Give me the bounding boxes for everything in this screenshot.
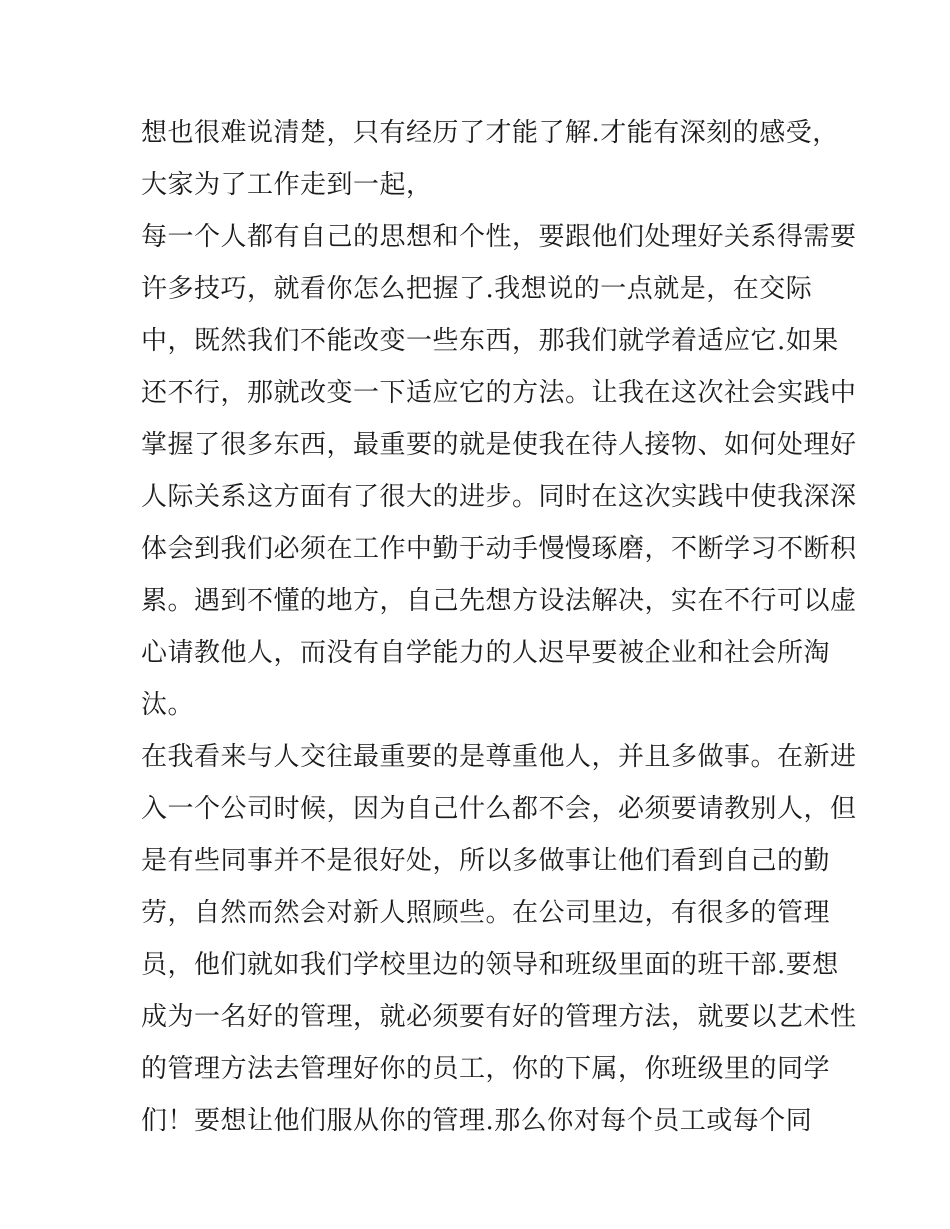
text-line: 是有些同事并不是很好处，所以多做事让他们看到自己的勤 — [141, 846, 831, 876]
text-line: 在我看来与人交往最重要的是尊重他人，并且多做事。在新进 — [141, 742, 857, 772]
text-line: 每一个人都有自己的思想和个性，要跟他们处理好关系得需要 — [141, 222, 857, 252]
text-line: 劳，自然而然会对新人照顾些。在公司里边，有很多的管理 — [141, 898, 831, 928]
text-line: 想也很难说清楚，只有经历了才能了解.才能有深刻的感受， — [141, 118, 839, 148]
document-body — [141, 107, 857, 1147]
text-line: 中，既然我们不能改变一些东西，那我们就学着适应它.如果 — [141, 326, 839, 356]
text-line: 们！要想让他们服从你的管理.那么你对每个员工或每个同 — [141, 1106, 813, 1136]
text-line: 人际关系这方面有了很大的进步。同时在这次实践中使我深深 — [141, 482, 857, 512]
text-line: 员，他们就如我们学校里边的领导和班级里面的班干部.要想 — [141, 950, 839, 980]
text-line: 体会到我们必须在工作中勤于动手慢慢琢磨，不断学习不断积 — [141, 534, 857, 564]
text-line: 成为一名好的管理，就必须要有好的管理方法，就要以艺术性 — [141, 1002, 857, 1032]
text-line: 还不行，那就改变一下适应它的方法。让我在这次社会实践中 — [141, 378, 857, 408]
text-line: 入一个公司时候，因为自己什么都不会，必须要请教别人，但 — [141, 794, 857, 824]
text-line: 许多技巧，就看你怎么把握了.我想说的一点就是，在交际 — [141, 274, 813, 304]
text-line: 掌握了很多东西，最重要的就是使我在待人接物、如何处理好 — [141, 430, 857, 460]
text-line: 累。遇到不懂的地方，自己先想方设法解决，实在不行可以虚 — [141, 586, 857, 616]
text-line: 汰。 — [141, 690, 195, 720]
text-line: 心请教他人，而没有自学能力的人迟早要被企业和社会所淘 — [141, 638, 831, 668]
text-line: 的管理方法去管理好你的员工，你的下属，你班级里的同学 — [141, 1054, 831, 1084]
text-line: 大家为了工作走到一起， — [141, 170, 433, 200]
